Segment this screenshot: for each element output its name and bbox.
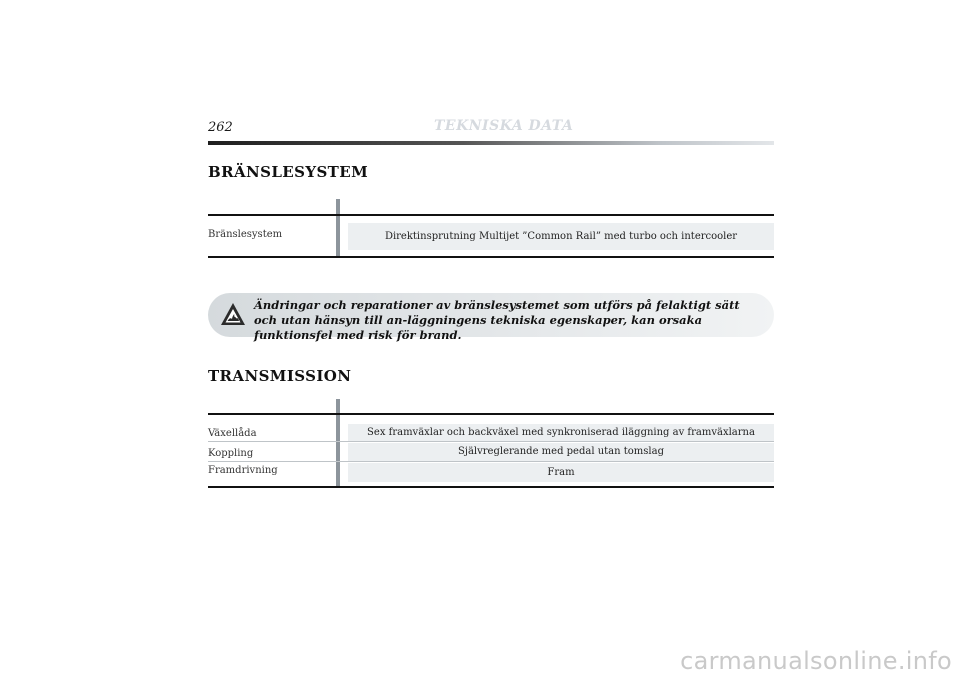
header-rule	[208, 141, 774, 145]
row-label-drive: Framdrivning	[208, 465, 278, 476]
warning-text: Ändringar och reparationer av bränslesystemet som utförs på felaktigt sätt och utan hänsyn till an-läggningens tekniska egenskaper, kan orsaka funktionsfel med risk för brand.	[254, 298, 740, 342]
table-bottom-rule	[208, 486, 774, 488]
row-label-fuel-system: Bränslesystem	[208, 229, 283, 240]
table-top-rule	[208, 214, 774, 216]
row-value-fuel-system: Direktinsprutning Multijet ”Common Rail” med turbo och intercooler	[348, 223, 774, 250]
warning-box	[208, 293, 774, 342]
transmission-heading: TRANSMISSION	[208, 367, 352, 385]
page-number: 262	[208, 120, 233, 135]
fuel-system-table	[208, 199, 774, 261]
row-label-gearbox: Växellåda	[208, 428, 257, 439]
row-separator	[208, 461, 774, 462]
row-separator	[208, 441, 774, 442]
row-value-drive: Fram	[348, 463, 774, 482]
table-top-rule	[208, 413, 774, 415]
section-header-title: TEKNISKA DATA	[434, 118, 574, 134]
transmission-table	[208, 399, 774, 491]
table-bottom-rule	[208, 256, 774, 258]
watermark: carmanualsonline.info	[680, 647, 952, 675]
row-value-clutch: Självreglerande med pedal utan tomslag	[348, 443, 774, 461]
row-value-gearbox: Sex framväxlar och backväxel med synkroniserad iläggning av framväxlarna	[348, 424, 774, 441]
table-divider-bar	[336, 199, 340, 258]
warning-triangle-icon	[220, 302, 246, 326]
row-label-clutch: Koppling	[208, 448, 254, 459]
fuel-system-heading: BRÄNSLESYSTEM	[208, 163, 369, 181]
